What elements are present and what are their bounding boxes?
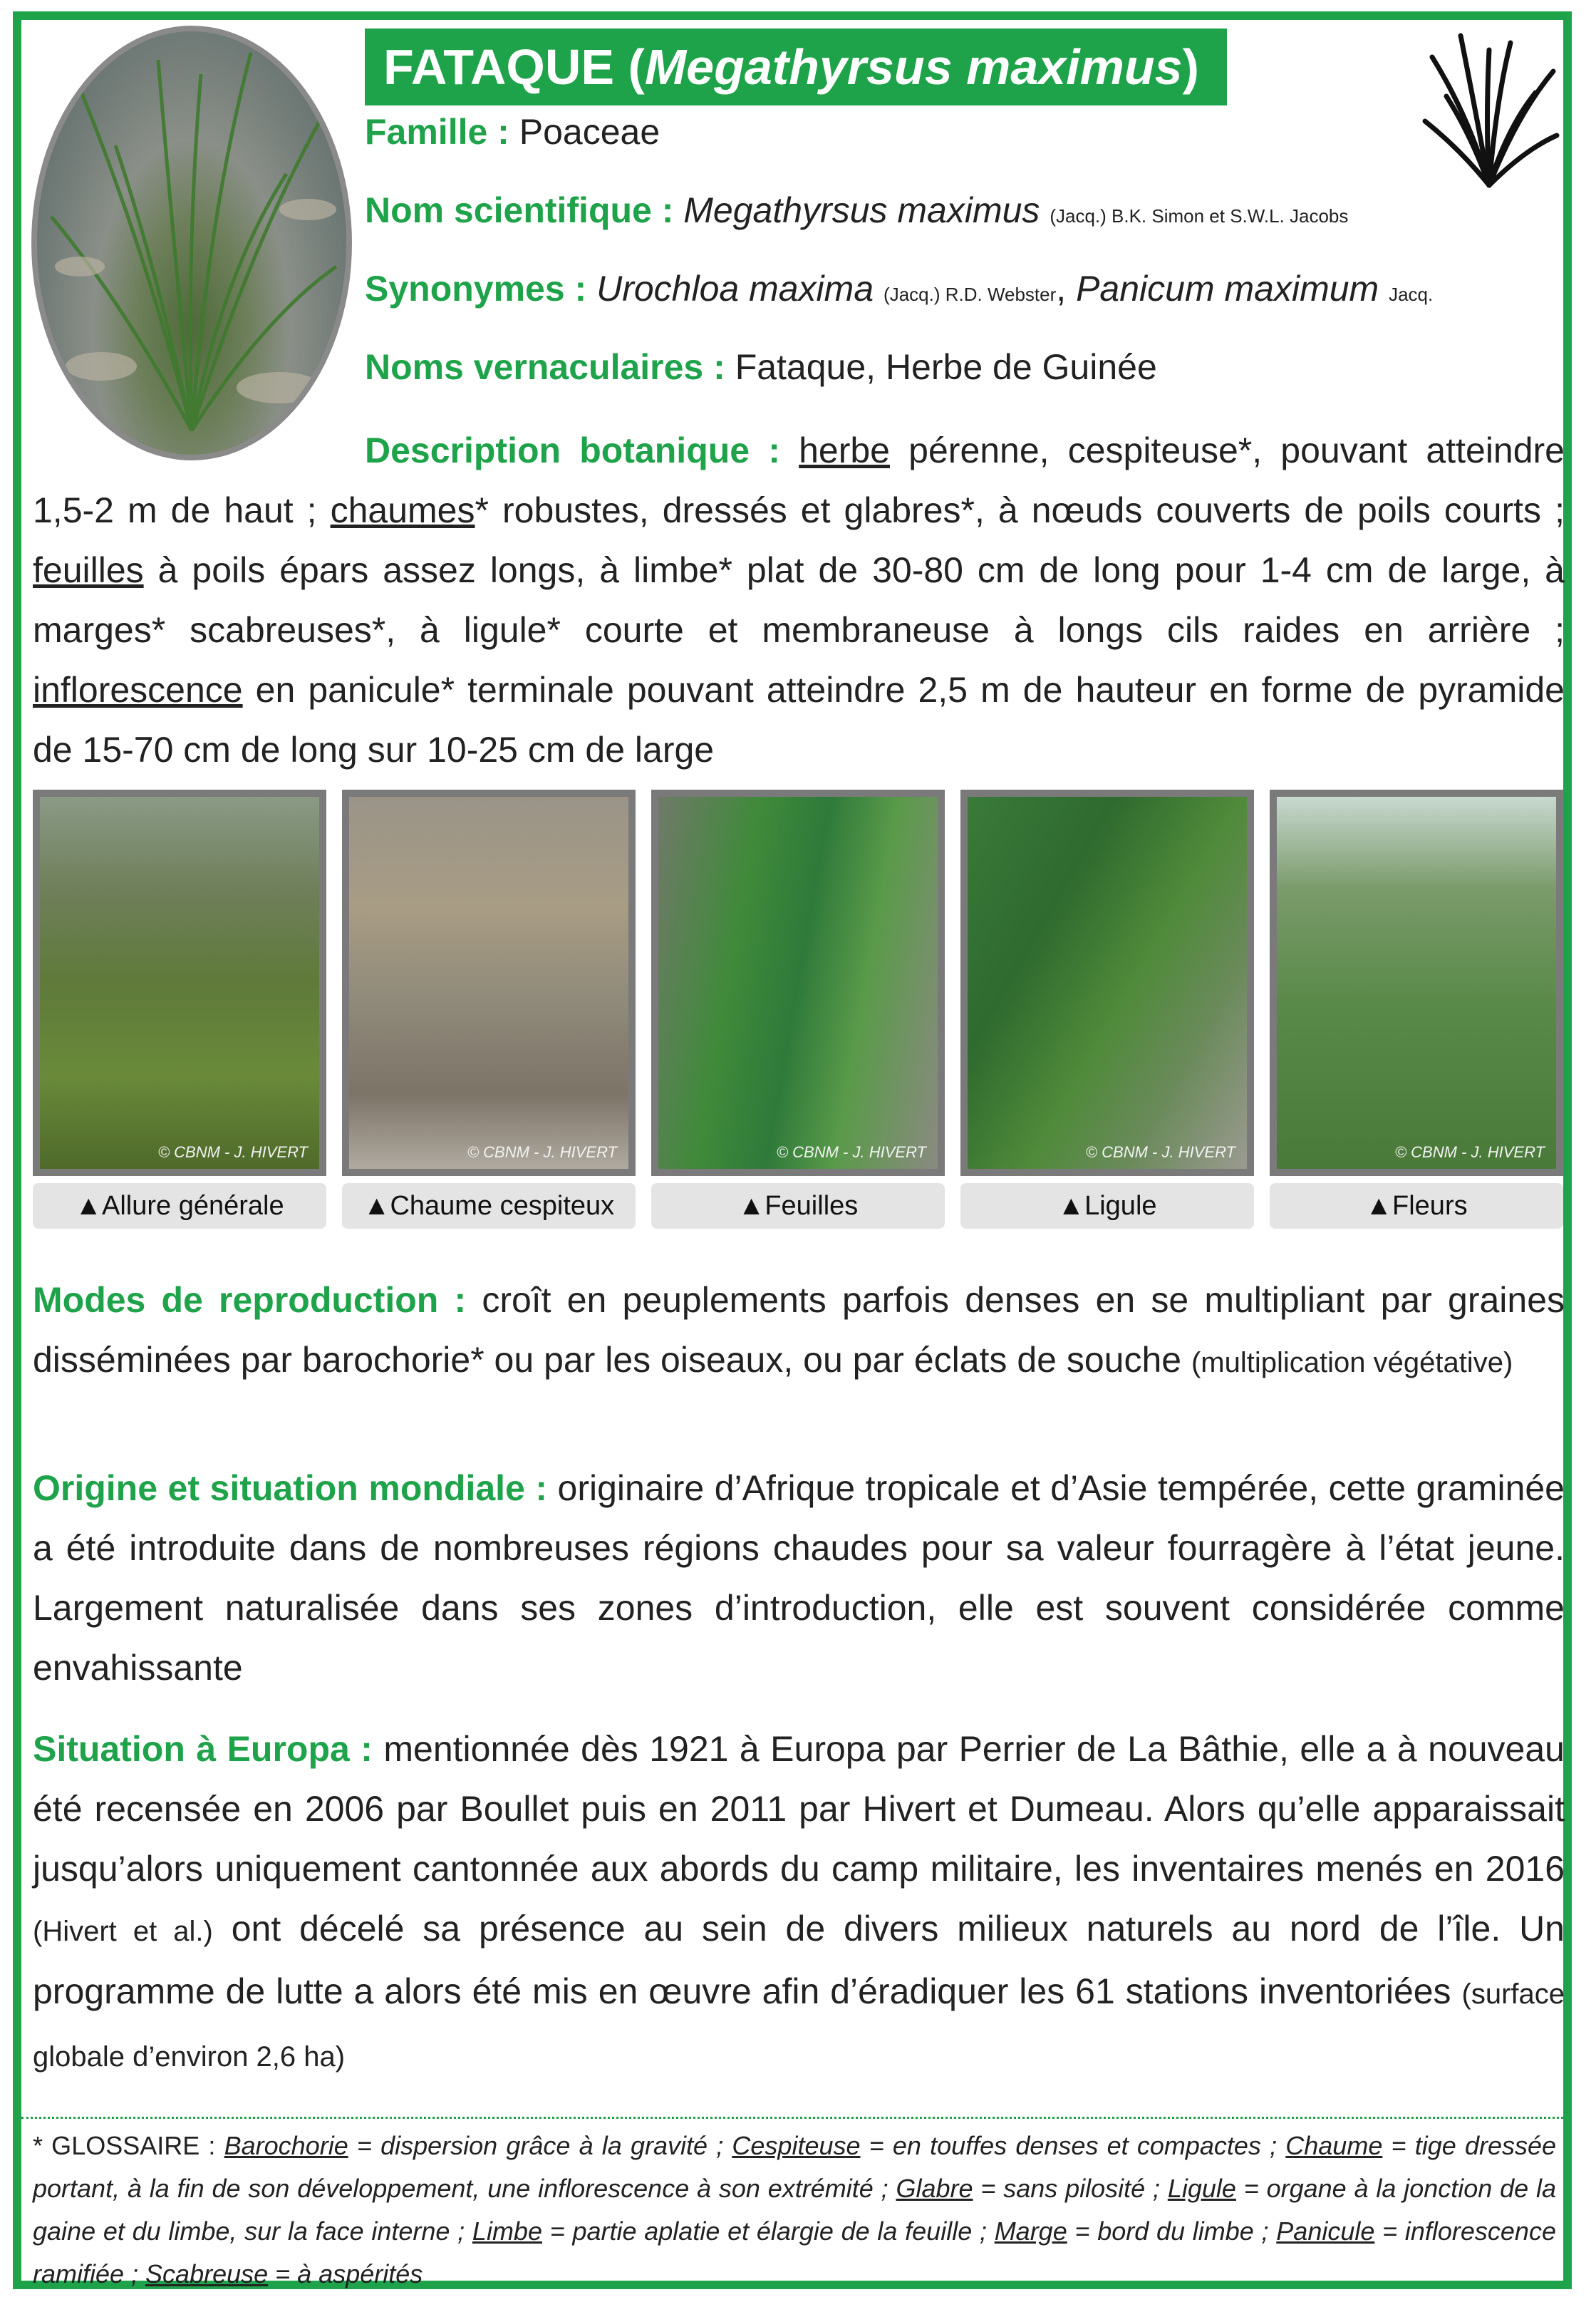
photo-feuilles <box>651 790 945 1176</box>
grass-tuft-icon <box>1418 29 1560 192</box>
triangle-icon: ▲ <box>737 1191 765 1221</box>
triangle-icon: ▲ <box>75 1191 102 1221</box>
caption-ligule: ▲Ligule <box>960 1183 1254 1229</box>
triangle-icon: ▲ <box>363 1191 390 1221</box>
photo-credit: © CBNM - J. HIVERT <box>467 1143 617 1161</box>
caption-feuilles: ▲Feuilles <box>651 1183 945 1229</box>
plant-photo-oval <box>31 26 352 460</box>
photo-allure-generale <box>33 790 326 1176</box>
famille-line: Famille : Poaceae <box>365 112 660 152</box>
description-paragraph: Description botanique : herbe pérenne, cespiteuse*, pouvant atteindre 1,5-2 m de haut ; chaumes* robustes, dressés et glabres*, à nœuds couverts de poils courts ; feuilles à poils épars assez longs, à limbe* plat de 30-80 cm de long pour 1-4 cm de large, à marges* scabreuses*, à ligule* courte et membraneuse à longs cils raides en arrière ; inflorescence en panicule* terminale pouvant atteindre 2,5 m de hauteur en forme de pyramide de 15-70 cm de long sur 10-25 cm de large <box>33 430 1565 770</box>
noms-vernaculaires-line: Noms vernaculaires : Fataque, Herbe de Guinée <box>365 347 1157 387</box>
photo-strip <box>33 790 1565 1232</box>
page-title: FATAQUE (Megathyrsus maximus) <box>365 29 1227 105</box>
triangle-icon: ▲ <box>1365 1191 1393 1221</box>
photo-ligule <box>960 790 1254 1176</box>
photo-credit: © CBNM - J. HIVERT <box>776 1143 926 1161</box>
photo-credit: © CBNM - J. HIVERT <box>157 1143 308 1161</box>
caption-chaume-cespiteux: ▲Chaume cespiteux <box>342 1183 636 1229</box>
photo-credit: © CBNM - J. HIVERT <box>1394 1143 1545 1161</box>
nom-scientifique-line: Nom scientifique : Megathyrsus maximus (Jacq.) B.K. Simon et S.W.L. Jacobs <box>365 190 1349 230</box>
triangle-icon: ▲ <box>1057 1191 1085 1221</box>
plant-photo-art <box>37 31 346 455</box>
caption-allure-generale: ▲Allure générale <box>33 1183 326 1229</box>
caption-fleurs: ▲Fleurs <box>1270 1183 1563 1229</box>
reproduction-paragraph: Modes de reproduction : croît en peuplements parfois denses en se multipliant par graines disséminées par barochorie* ou par les oiseaux, ou par éclats de souche (multiplication végétative) <box>33 1280 1565 1380</box>
photo-chaume-cespiteux <box>342 790 636 1176</box>
photo-fleurs <box>1270 790 1563 1176</box>
photo-credit: © CBNM - J. HIVERT <box>1085 1143 1235 1161</box>
europa-paragraph: Situation à Europa : mentionnée dès 1921 à Europa par Perrier de La Bâthie, elle a à nouveau été recensée en 2006 par Boullet puis en 2011 par Hivert et Dumeau. Alors qu’elle apparaissait jusqu’alors uniquement cantonnée aux abords du camp militaire, les inventaires menés en 2016 (Hivert et al.) ont décelé sa présence au sein de divers milieux naturels au nord de l’île. Un programme de lutte a alors été mis en œuvre afin d’éradiquer les 61 stations inventoriées (surface globale d’environ 2,6 ha) <box>33 1729 1565 2073</box>
glossary: * GLOSSAIRE : Barochorie = dispersion grâce à la gravité ; Cespiteuse = en touffes denses et compactes ; Chaume = tige dressée portant, à la fin de son développement, une inflorescence à son extrémité ; Glabre = sans pilosité ; Ligule = organe à la jonction de la gaine et du limbe, sur la face interne ; Limbe = partie aplatie et élargie de la feuille ; Marge = bord du limbe ; Panicule = inflorescence ramifiée ; Scabreuse = à aspérités <box>21 2117 1568 2296</box>
synonymes-line: Synonymes : Urochloa maxima (Jacq.) R.D. Webster, Panicum maximum Jacq. <box>365 269 1434 309</box>
origine-paragraph: Origine et situation mondiale : originaire d’Afrique tropicale et d’Asie tempérée, cette graminée a été introduite dans de nombreuses régions chaudes pour sa valeur fourragère à l’état jeune. Largement naturalisée dans ses zones d’introduction, elle est souvent considérée comme envahissante <box>33 1468 1565 1688</box>
